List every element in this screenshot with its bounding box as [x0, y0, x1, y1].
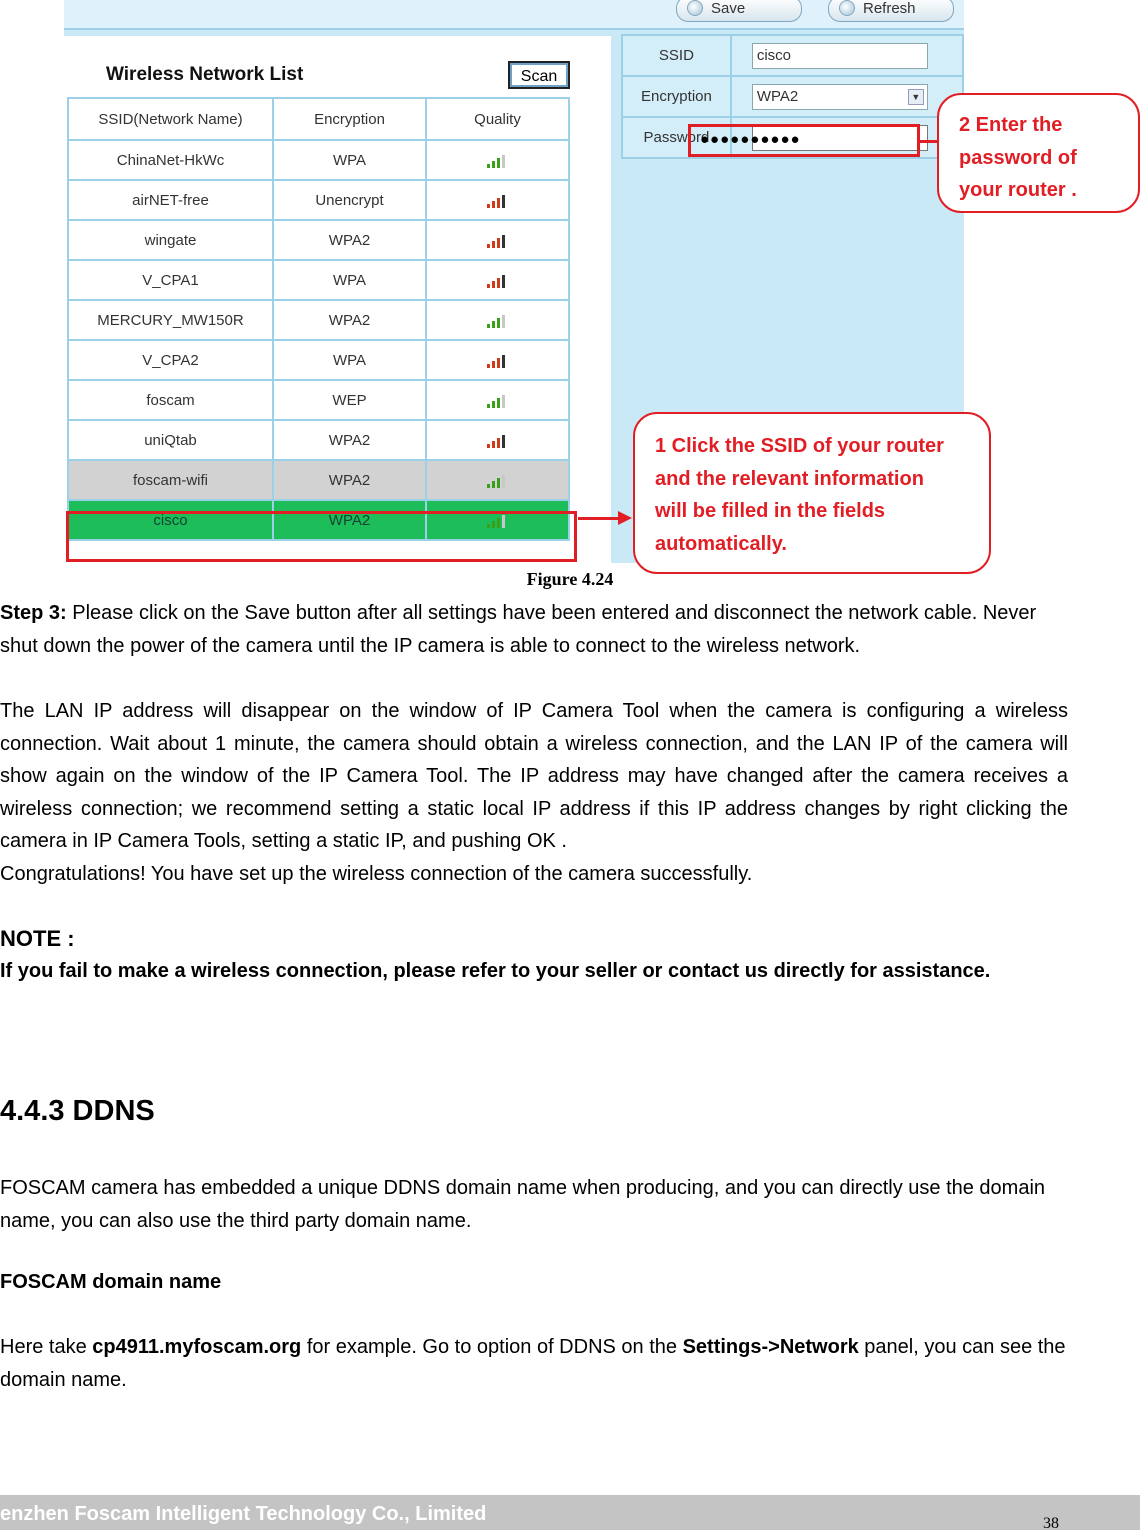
ssid-cell: V_CPA1: [68, 260, 273, 300]
ssid-cell: foscam-wifi: [68, 460, 273, 500]
signal-icon: [487, 233, 509, 248]
table-row[interactable]: [68, 460, 569, 500]
quality-cell: [426, 460, 569, 500]
lan-ip-paragraph: The LAN IP address will disappear on the window of IP Camera Tool when the camera is configuring a wireless connection. Wait about 1 minute, the camera should obtain a wireless connection, and the LAN IP of the camera will show again on the window of the IP Camera Tool. The IP address may have changed after the camera receives a wireless connection; we recommend setting a static local IP address if this IP address changes by right clicking the camera in IP Camera Tools, setting a static IP, and pushing OK .: [0, 700, 1068, 852]
table-row[interactable]: [68, 220, 569, 260]
ssid-input[interactable]: cisco: [752, 43, 928, 69]
step3-paragraph: Step 3: Please click on the Save button after all settings have been entered and disconnect the network cable. Never shut down the power of the camera until the IP camera is able to connect to the wireless network.: [0, 602, 1037, 657]
list-title: Wireless Network List: [106, 64, 304, 85]
cisco-row-highlight: [66, 511, 577, 562]
ddns-paragraph: FOSCAM camera has embedded a unique DDNS domain name when producing, and you can directly use the domain name, you can also use the third party domain name.: [0, 1177, 1046, 1232]
signal-icon: [487, 153, 509, 168]
network-table: [67, 97, 570, 541]
signal-icon: [487, 393, 509, 408]
quality-cell: [426, 180, 569, 220]
ssid-cell: cisco: [68, 500, 273, 540]
ssid-cell: MERCURY_MW150R: [68, 300, 273, 340]
table-row[interactable]: [68, 140, 569, 180]
callout-connector: [578, 517, 622, 520]
table-row[interactable]: [68, 180, 569, 220]
refresh-icon: [839, 0, 855, 16]
note-title: NOTE :: [0, 926, 75, 951]
example-paragraph: Here take cp4911.myfoscam.org for example. Go to option of DDNS on the Settings->Network panel, you can see the domain name.: [0, 1336, 1066, 1391]
encryption-cell: WPA: [273, 140, 426, 180]
arrow-right-icon: [618, 511, 632, 525]
callout-click-ssid: 1 Click the SSID of your router and the relevant information will be filled in the fields automatically.: [633, 412, 991, 574]
note-text: If you fail to make a wireless connection, please refer to your seller or contact us directly for assistance.: [0, 960, 991, 982]
figure-caption: Figure 4.24: [526, 569, 614, 589]
callout-enter-password: 2 Enter the password of your router .: [937, 93, 1140, 213]
quality-cell: [426, 220, 569, 260]
encryption-cell: WPA2: [273, 220, 426, 260]
signal-icon: [487, 273, 509, 288]
quality-cell: [426, 260, 569, 300]
ssid-cell: V_CPA2: [68, 340, 273, 380]
column-header-quality: Quality: [426, 98, 569, 140]
chevron-down-icon: ▼: [908, 89, 924, 105]
ssid-cell: ChinaNet-HkWc: [68, 140, 273, 180]
password-label: Password: [622, 117, 731, 158]
toolbar: [64, 0, 964, 30]
encryption-cell: WPA2: [273, 300, 426, 340]
signal-icon: [487, 313, 509, 328]
signal-icon: [487, 353, 509, 368]
table-row[interactable]: [68, 340, 569, 380]
quality-cell: [426, 140, 569, 180]
table-row[interactable]: [68, 420, 569, 460]
page-footer: [0, 1495, 1140, 1530]
column-header-encryption: Encryption: [273, 98, 426, 140]
signal-icon: [487, 193, 509, 208]
encryption-cell: WPA2: [273, 420, 426, 460]
network-list-pane: [64, 36, 611, 563]
quality-cell: [426, 340, 569, 380]
quality-cell: [426, 300, 569, 340]
password-value: ●●●●●●●●●●: [700, 131, 801, 148]
encryption-cell: WEP: [273, 380, 426, 420]
ssid-cell: uniQtab: [68, 420, 273, 460]
refresh-button[interactable]: Refresh: [828, 0, 954, 22]
encryption-cell: Unencrypt: [273, 180, 426, 220]
encryption-cell: WPA2: [273, 460, 426, 500]
table-row[interactable]: [68, 260, 569, 300]
ssid-cell: airNET-free: [68, 180, 273, 220]
congrats-paragraph: Congratulations! You have set up the wireless connection of the camera successfully.: [0, 863, 753, 885]
encryption-label: Encryption: [622, 76, 731, 117]
section-heading: 4.4.3 DDNS: [0, 1095, 155, 1127]
encryption-select-value: WPA2: [756, 87, 799, 105]
signal-icon: [487, 473, 509, 488]
callout-connector: [920, 140, 938, 143]
encryption-cell: WPA: [273, 260, 426, 300]
encryption-cell: WPA: [273, 340, 426, 380]
password-highlight: [688, 124, 920, 157]
scan-button[interactable]: Scan: [508, 61, 570, 89]
quality-cell: [426, 420, 569, 460]
ssid-cell: wingate: [68, 220, 273, 260]
signal-icon: [487, 433, 509, 448]
save-icon: [687, 0, 703, 16]
quality-cell: [426, 380, 569, 420]
column-header-ssid: SSID(Network Name): [68, 98, 273, 140]
save-button[interactable]: Save: [676, 0, 802, 22]
encryption-select[interactable]: [752, 84, 928, 110]
subheading: FOSCAM domain name: [0, 1271, 222, 1293]
page-number: 38: [1043, 1515, 1059, 1532]
encryption-cell: WPA2: [273, 500, 426, 540]
ssid-cell: foscam: [68, 380, 273, 420]
company-name: enzhen Foscam Intelligent Technology Co., Limited: [0, 1503, 487, 1525]
table-row[interactable]: [68, 300, 569, 340]
ssid-label: SSID: [622, 35, 731, 76]
table-row[interactable]: [68, 380, 569, 420]
